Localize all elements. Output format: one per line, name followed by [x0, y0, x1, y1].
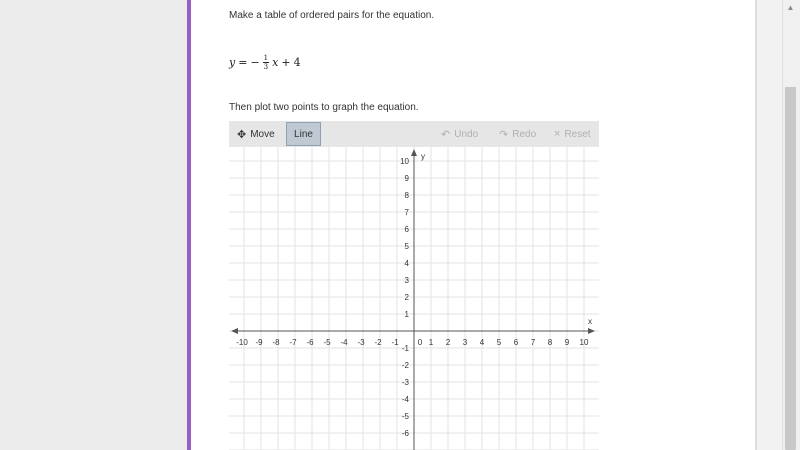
y-tick-label: -3	[401, 378, 409, 387]
y-tick-label: -5	[401, 412, 409, 421]
redo-arrow-icon: ↷	[499, 128, 509, 141]
y-axis-label: y	[421, 152, 425, 161]
undo-arrow-icon: ↶	[441, 128, 451, 141]
equation-constant: 4	[293, 56, 301, 69]
question-accent-bar	[187, 0, 191, 450]
redo-button[interactable]	[499, 121, 536, 147]
undo-label: Undo	[454, 128, 479, 140]
move-label: Move	[250, 128, 275, 140]
y-tick-label: -4	[401, 395, 409, 404]
reset-button[interactable]	[554, 121, 591, 147]
graph-canvas[interactable]	[229, 147, 599, 450]
x-axis-left-arrow	[231, 328, 238, 334]
y-tick-label: 4	[404, 259, 409, 268]
y-tick-label: 1	[404, 310, 409, 319]
x-tick-label: -7	[289, 338, 297, 347]
fraction-numerator: 1	[263, 54, 269, 62]
x-tick-label: 4	[479, 338, 485, 347]
y-tick-label: 10	[400, 157, 409, 166]
equation-equals: =	[238, 56, 248, 69]
y-tick-label: 8	[404, 191, 409, 200]
origin-label: 0	[417, 338, 423, 347]
question-prompt: Make a table of ordered pairs for the equation.	[229, 10, 435, 21]
x-tick-label: -2	[374, 338, 382, 347]
x-tick-label: -9	[255, 338, 263, 347]
y-tick-label: 5	[404, 242, 409, 251]
y-tick-label: 7	[404, 208, 409, 217]
y-tick-label: 6	[404, 225, 409, 234]
equation-variable: x	[272, 56, 279, 69]
y-tick-label: 2	[404, 293, 409, 302]
reset-label: Reset	[564, 128, 591, 140]
y-tick-label: -2	[401, 361, 409, 370]
move-button[interactable]	[237, 121, 275, 147]
equation-fraction	[263, 54, 269, 71]
y-tick-label: -1	[401, 344, 409, 353]
x-tick-label: -6	[306, 338, 314, 347]
x-tick-label: 2	[445, 338, 451, 347]
move-arrows-icon: ✥	[237, 128, 247, 141]
y-tick-label: 9	[404, 174, 409, 183]
x-tick-label: -4	[340, 338, 348, 347]
equation	[229, 54, 301, 71]
redo-label: Redo	[512, 128, 537, 140]
equation-plus: +	[281, 56, 291, 69]
x-tick-label: -8	[272, 338, 280, 347]
equation-lhs: y	[229, 56, 236, 69]
graph-toolbar	[229, 121, 599, 147]
right-margin	[756, 0, 783, 450]
x-axis-label: x	[588, 317, 592, 326]
x-tick-label: 9	[564, 338, 570, 347]
x-tick-label: 3	[462, 338, 468, 347]
question-instruction: Then plot two points to graph the equation.	[229, 102, 419, 113]
undo-button[interactable]	[441, 121, 478, 147]
x-tick-label: 8	[547, 338, 553, 347]
x-tick-label: -5	[323, 338, 331, 347]
line-label: Line	[294, 128, 313, 140]
y-axis-up-arrow	[411, 149, 417, 156]
x-tick-label: 5	[496, 338, 502, 347]
x-axis-right-arrow	[588, 328, 595, 334]
scroll-up-icon[interactable]: ▲	[786, 3, 795, 12]
fraction-denominator: 3	[263, 63, 269, 71]
close-x-icon: ×	[554, 128, 561, 140]
scrollbar-thumb[interactable]	[785, 87, 796, 450]
x-tick-label: 6	[513, 338, 519, 347]
equation-negative-sign: −	[250, 56, 260, 69]
coordinate-plane[interactable]	[229, 147, 599, 450]
x-tick-label: 10	[579, 338, 589, 347]
line-button[interactable]	[286, 122, 321, 146]
x-tick-label: 1	[428, 338, 434, 347]
x-tick-label: -3	[357, 338, 365, 347]
y-tick-label: -6	[401, 429, 409, 438]
x-tick-label: -10	[236, 338, 248, 347]
x-tick-label: 7	[530, 338, 536, 347]
y-tick-label: 3	[404, 276, 409, 285]
x-tick-label: -1	[391, 338, 399, 347]
